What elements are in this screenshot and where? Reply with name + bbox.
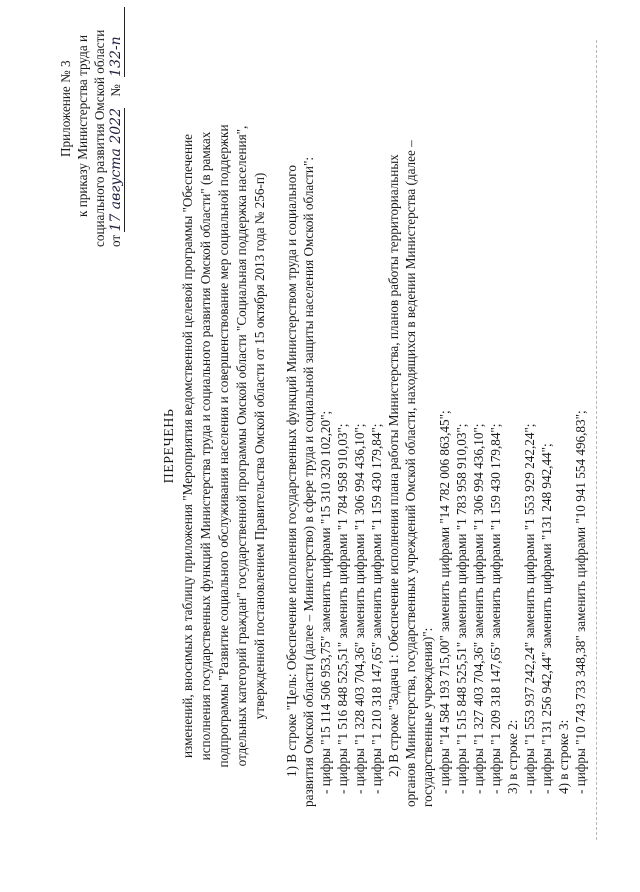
body-line: - цифры "1 210 318 147,65" заменить цифрами "1 159 430 179,84"; bbox=[369, 423, 384, 794]
body-line: органов Министерства, государственных учреждений Омской области, находящихся в ведении Министерства (далее – bbox=[403, 140, 418, 807]
body-line: - цифры "1 515 848 525,51" заменить цифрами "1 783 958 910,03"; bbox=[454, 423, 469, 794]
subtitle-line: утвержденной постановлением Правительства Омской области от 15 октября 2013 года № 256-п) bbox=[252, 172, 267, 720]
order-line-2: социального развития Омской области bbox=[92, 29, 107, 247]
body-line: 4) в строке 3: bbox=[556, 719, 571, 794]
body-line: - цифры "1 327 403 704,36" заменить цифрами "1 306 994 436,10"; bbox=[471, 423, 486, 794]
subtitle-line: подпрограммы "Развитие социального обслуживания населения и совершенствование мер социальной поддержки bbox=[216, 124, 231, 768]
body-line: государственные учреждения)": bbox=[420, 627, 435, 807]
body-line: - цифры "1 553 937 242,24" заменить цифрами "1 553 929 242,24"; bbox=[522, 423, 537, 794]
body-line: развития Омской области (далее – Министерство) в сфере труда и социальной защиты населения Омской области": bbox=[301, 156, 316, 807]
handwritten-number: 132-п bbox=[109, 7, 125, 77]
handwritten-date: 17 августа 2022 bbox=[108, 108, 124, 232]
order-date-line bbox=[108, 7, 125, 247]
body-line: - цифры "15 114 506 953,75" заменить цифрами "15 310 320 102,20"; bbox=[318, 410, 333, 794]
body-line: - цифры "1 209 318 147,65" заменить цифрами "1 159 430 179,84"; bbox=[488, 423, 503, 794]
body-line: - цифры "131 256 942,44" заменить цифрами "131 248 942,44"; bbox=[539, 443, 554, 794]
subtitle-line: отдельных категорий граждан" государственной программы Омской области "Социальная поддержка населения", bbox=[234, 125, 249, 767]
body-line: - цифры "1 328 403 704,36" заменить цифрами "1 306 994 436,10"; bbox=[352, 423, 367, 794]
order-line-1: к приказу Министерства труда и bbox=[75, 34, 90, 217]
body-line: 3) в строке 2: bbox=[505, 719, 520, 794]
date-prefix: от bbox=[108, 234, 123, 247]
body-line: 1) В строке "Цель: Обеспечение исполнения государственных функций Министерством труда и социального bbox=[284, 165, 299, 777]
number-label: № bbox=[108, 84, 123, 97]
body-line: 2) В строке "Задача 1: Обеспечение исполнения плана работы Министерства, планов работы территориальных bbox=[386, 154, 401, 777]
subtitle-line: изменений, вносимых в таблицу приложения "Мероприятия ведомственной целевой программы "Обеспечение bbox=[180, 134, 195, 758]
subtitle-line: исполнения государственных функций Министерства труда и социального развития Омской области" (в рамках bbox=[198, 131, 213, 761]
document-title: ПЕРЕЧЕНЬ bbox=[162, 408, 177, 484]
body-line: - цифры "14 584 193 715,00" заменить цифрами "14 782 006 863,45"; bbox=[437, 410, 452, 794]
appendix-label: Приложение № 3 bbox=[58, 60, 73, 157]
body-line: - цифры "10 743 733 348,38" заменить цифрами "10 941 554 496,83"; bbox=[573, 410, 588, 794]
body-line: - цифры "1 516 848 525,51" заменить цифрами "1 784 958 910,03"; bbox=[335, 423, 350, 794]
